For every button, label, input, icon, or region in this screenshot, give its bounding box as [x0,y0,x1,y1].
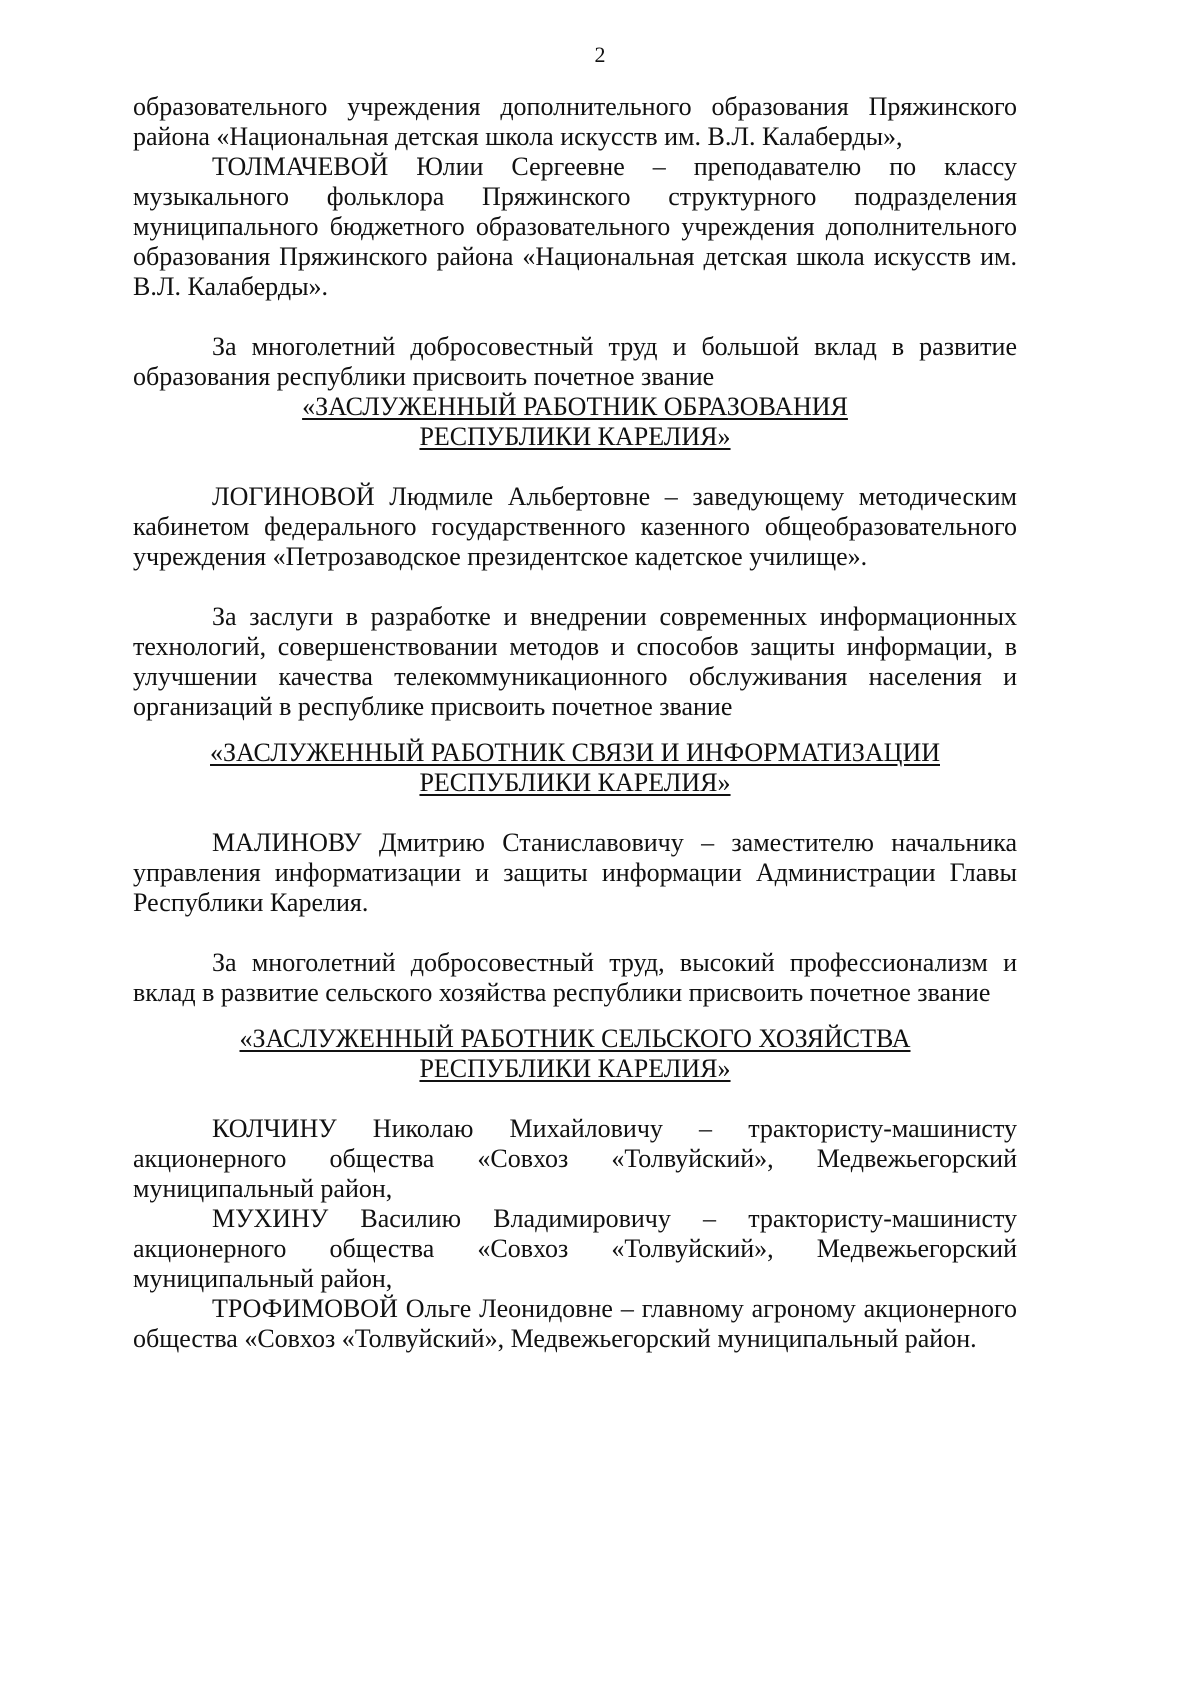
award-title-agriculture-line1: «ЗАСЛУЖЕННЫЙ РАБОТНИК СЕЛЬСКОГО ХОЗЯЙСТВА [239,1024,911,1053]
award-recipient-trofimova: ТРОФИМОВОЙ Ольге Леонидовне – главному агроному акционерного общества «Совхоз «Толвуйский», Медвежьегорский муниципальный район. [133,1294,1017,1353]
award-recipient-malinov: МАЛИНОВУ Дмитрию Станиславовичу – заместителю начальника управления информатизации и защиты информации Администрации Главы Республики Карелия. [133,828,1017,917]
award-basis-agriculture: За многолетний добросовестный труд, высокий профессионализм и вклад в развитие сельского хозяйства республики присвоить почетное звание [133,948,1017,1007]
award-recipient-mukhin: МУХИНУ Василию Владимировичу – трактористу-машинисту акционерного общества «Совхоз «Толвуйский», Медвежьегорский муниципальный район, [133,1204,1017,1293]
award-basis-education: За многолетний добросовестный труд и большой вклад в развитие образования республики присвоить почетное звание [133,332,1017,391]
award-title-education-line2: РЕСПУБЛИКИ КАРЕЛИЯ» [419,422,731,451]
spacer [133,722,1017,738]
paragraph-continuation: образовательного учреждения дополнительного образования Пряжинского района «Национальная детская школа искусств им. В.Л. Калаберды», [133,92,1017,151]
spacer [133,302,1017,332]
award-title-communications-line1: «ЗАСЛУЖЕННЫЙ РАБОТНИК СВЯЗИ И ИНФОРМАТИЗАЦИИ [210,738,940,767]
award-recipient-tolmacheva: ТОЛМАЧЕВОЙ Юлии Сергеевне – преподавателю по классу музыкального фольклора Пряжинского структурного подразделения муниципального бюджетного образовательного учреждения дополнительного образования Пряжинского района «Национальная детская школа искусств им. В.Л. Калаберды». [133,152,1017,301]
spacer [133,798,1017,828]
award-title-communications-line2: РЕСПУБЛИКИ КАРЕЛИЯ» [419,768,731,797]
award-recipient-loginova: ЛОГИНОВОЙ Людмиле Альбертовне – заведующему методическим кабинетом федерального государственного казенного общеобразовательного учреждения «Петрозаводское президентское кадетское училище». [133,482,1017,571]
page-number: 2 [594,42,606,67]
spacer [133,918,1017,948]
spacer [133,1084,1017,1114]
spacer [133,572,1017,602]
award-title-education-line1: «ЗАСЛУЖЕННЫЙ РАБОТНИК ОБРАЗОВАНИЯ [302,392,848,421]
award-title-agriculture-line2: РЕСПУБЛИКИ КАРЕЛИЯ» [419,1054,731,1083]
award-recipient-kolchin: КОЛЧИНУ Николаю Михайловичу – трактористу-машинисту акционерного общества «Совхоз «Толвуйский», Медвежьегорский муниципальный район, [133,1114,1017,1203]
award-basis-communications: За заслуги в разработке и внедрении современных информационных технологий, совершенствовании методов и способов защиты информации, в улучшении качества телекоммуникационного обслуживания населения и организаций в республике присвоить почетное звание [133,602,1017,721]
spacer [133,452,1017,482]
spacer [133,1008,1017,1024]
document-body [133,92,1017,1354]
